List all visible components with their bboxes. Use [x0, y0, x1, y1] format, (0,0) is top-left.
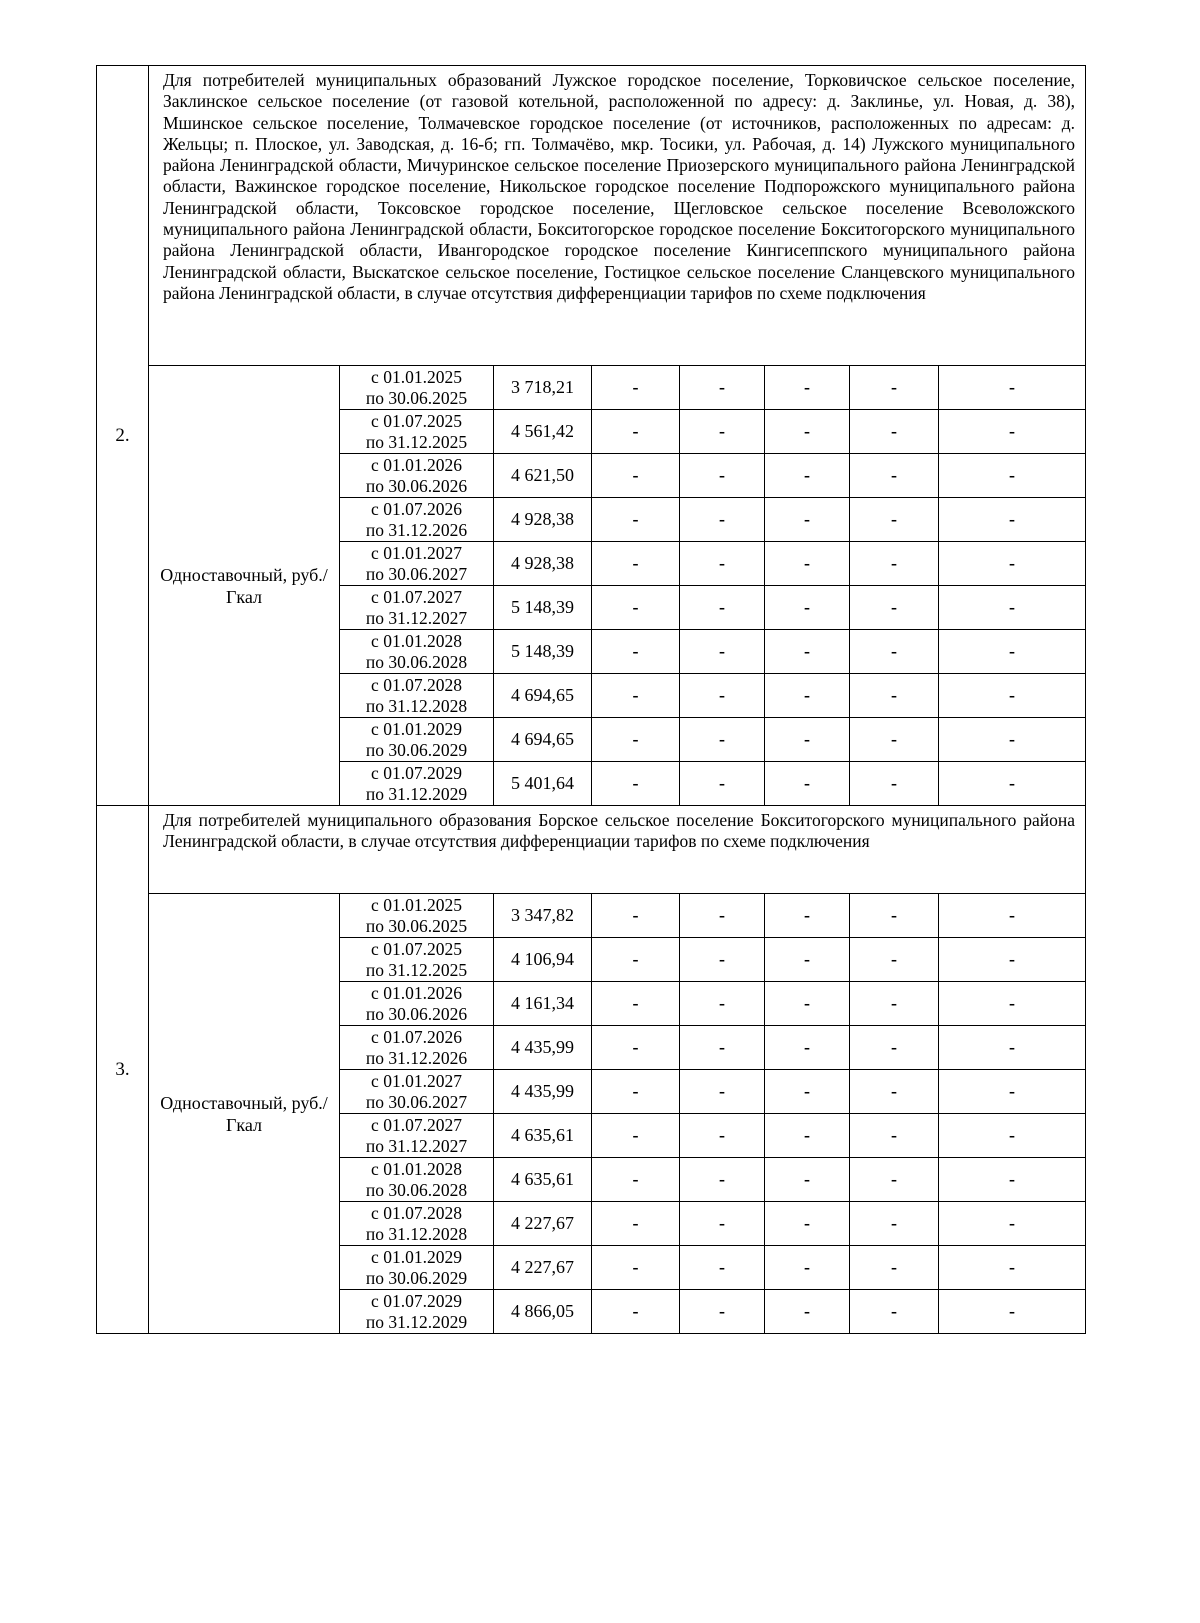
tariff-value: 4 561,42: [494, 410, 592, 454]
period-to: по 31.12.2029: [365, 1311, 468, 1332]
empty-value-dash: -: [939, 1114, 1086, 1158]
section-number: 2.: [97, 66, 149, 806]
period-cell: [340, 894, 494, 938]
empty-value-dash: -: [939, 938, 1086, 982]
period-cell: [340, 410, 494, 454]
empty-value-dash: -: [939, 718, 1086, 762]
empty-value-dash: -: [939, 894, 1086, 938]
empty-value-dash: -: [592, 982, 680, 1026]
period-from: с 01.01.2027: [371, 542, 462, 563]
period-cell: [340, 1290, 494, 1334]
tariff-value: 4 694,65: [494, 674, 592, 718]
period-to: по 31.12.2025: [365, 959, 468, 980]
empty-value-dash: -: [765, 630, 850, 674]
empty-value-dash: -: [592, 1070, 680, 1114]
empty-value-dash: -: [850, 1114, 939, 1158]
empty-value-dash: -: [680, 542, 765, 586]
empty-value-dash: -: [765, 982, 850, 1026]
empty-value-dash: -: [680, 630, 765, 674]
tariff-value: 4 106,94: [494, 938, 592, 982]
period-to: по 31.12.2027: [365, 607, 468, 628]
section-description: Для потребителей муниципальных образований Лужское городское поселение, Торковичское сельское поселение, Заклинское сельское поселение (от газовой котельной, расположенной по адресу: д. Заклинье, ул. Новая, д. 38), Мшинское сельское поселение, Толмачевское городское поселение (от источников, расположенных по адресам: д. Жельцы; п. Плоское, ул. Заводская, д. 16-б; гп. Толмачёво, мкр. Тосики, ул. Рабочая, д. 14) Лужского муниципального района Ленинградской области, Мичуринское сельское поселение Приозерского муниципального района Ленинградской области, Важинское городское поселение, Никольское городское поселение Подпорожского муниципального района Ленинградской области, Токсовское городское поселение, Щегловское сельское поселение Всеволожского муниципального района Ленинградской области, Бокситогорское городское поселение Бокситогорского муниципального района Ленинградской области, Ивангородское городское поселение Кингисеппского муниципального района Ленинградской области, Выскатское сельское поселение, Гостицкое сельское поселение Сланцевского муниципального района Ленинградской области, в случае отсутствия дифференциации тарифов по схеме подключения: [149, 66, 1086, 366]
period-to: по 30.06.2028: [365, 1179, 468, 1200]
empty-value-dash: -: [592, 366, 680, 410]
empty-value-dash: -: [765, 674, 850, 718]
tariff-value: 4 866,05: [494, 1290, 592, 1334]
rate-type: Одноставочный, руб./Гкал: [149, 366, 340, 806]
period-cell: [340, 586, 494, 630]
empty-value-dash: -: [592, 1202, 680, 1246]
empty-value-dash: -: [765, 938, 850, 982]
tariff-value: 4 694,65: [494, 718, 592, 762]
empty-value-dash: -: [592, 630, 680, 674]
tariff-value: 5 148,39: [494, 586, 592, 630]
empty-value-dash: -: [939, 410, 1086, 454]
empty-value-dash: -: [680, 498, 765, 542]
period-from: с 01.07.2029: [371, 762, 462, 783]
period-to: по 31.12.2028: [365, 695, 468, 716]
period-cell: [340, 542, 494, 586]
empty-value-dash: -: [765, 366, 850, 410]
empty-value-dash: -: [850, 762, 939, 806]
table-row: [97, 894, 1086, 938]
period-from: с 01.07.2026: [371, 498, 462, 519]
period-from: с 01.07.2025: [371, 938, 462, 959]
section-number: 3.: [97, 806, 149, 1334]
period-from: с 01.07.2027: [371, 586, 462, 607]
empty-value-dash: -: [765, 894, 850, 938]
empty-value-dash: -: [939, 1290, 1086, 1334]
period-from: с 01.01.2025: [371, 894, 462, 915]
period-to: по 30.06.2029: [365, 1267, 468, 1288]
period-from: с 01.01.2028: [371, 630, 462, 651]
period-to: по 31.12.2028: [365, 1223, 468, 1244]
empty-value-dash: -: [680, 1070, 765, 1114]
period-cell: [340, 982, 494, 1026]
empty-value-dash: -: [680, 674, 765, 718]
empty-value-dash: -: [765, 1026, 850, 1070]
empty-value-dash: -: [765, 1070, 850, 1114]
period-cell: [340, 1114, 494, 1158]
period-cell: [340, 1246, 494, 1290]
empty-value-dash: -: [592, 674, 680, 718]
period-cell: [340, 498, 494, 542]
period-from: с 01.07.2027: [371, 1114, 462, 1135]
table-row: [97, 366, 1086, 410]
empty-value-dash: -: [850, 718, 939, 762]
empty-value-dash: -: [592, 1246, 680, 1290]
empty-value-dash: -: [850, 1158, 939, 1202]
period-cell: [340, 630, 494, 674]
empty-value-dash: -: [939, 454, 1086, 498]
period-to: по 31.12.2026: [365, 1047, 468, 1068]
empty-value-dash: -: [850, 1202, 939, 1246]
period-cell: [340, 674, 494, 718]
period-to: по 31.12.2026: [365, 519, 468, 540]
empty-value-dash: -: [850, 1026, 939, 1070]
tariff-value: 4 227,67: [494, 1202, 592, 1246]
empty-value-dash: -: [592, 762, 680, 806]
tariff-value: 3 347,82: [494, 894, 592, 938]
tariff-value: 4 435,99: [494, 1026, 592, 1070]
empty-value-dash: -: [850, 410, 939, 454]
period-to: по 30.06.2027: [365, 563, 468, 584]
empty-value-dash: -: [680, 1202, 765, 1246]
empty-value-dash: -: [850, 894, 939, 938]
empty-value-dash: -: [850, 1246, 939, 1290]
period-to: по 31.12.2025: [365, 431, 468, 452]
empty-value-dash: -: [592, 454, 680, 498]
empty-value-dash: -: [939, 1158, 1086, 1202]
tariff-value: 5 148,39: [494, 630, 592, 674]
tariff-value: 5 401,64: [494, 762, 592, 806]
period-from: с 01.01.2029: [371, 1246, 462, 1267]
empty-value-dash: -: [765, 1158, 850, 1202]
period-to: по 30.06.2027: [365, 1091, 468, 1112]
empty-value-dash: -: [850, 1290, 939, 1334]
period-cell: [340, 1202, 494, 1246]
tariff-value: 4 227,67: [494, 1246, 592, 1290]
empty-value-dash: -: [850, 938, 939, 982]
empty-value-dash: -: [680, 586, 765, 630]
empty-value-dash: -: [680, 410, 765, 454]
period-to: по 30.06.2029: [365, 739, 468, 760]
empty-value-dash: -: [765, 762, 850, 806]
empty-value-dash: -: [850, 586, 939, 630]
period-from: с 01.01.2029: [371, 718, 462, 739]
empty-value-dash: -: [680, 762, 765, 806]
empty-value-dash: -: [592, 1290, 680, 1334]
tariff-value: 4 635,61: [494, 1114, 592, 1158]
empty-value-dash: -: [765, 1202, 850, 1246]
empty-value-dash: -: [939, 498, 1086, 542]
period-cell: [340, 718, 494, 762]
period-to: по 31.12.2029: [365, 783, 468, 804]
empty-value-dash: -: [592, 1026, 680, 1070]
empty-value-dash: -: [850, 498, 939, 542]
empty-value-dash: -: [592, 542, 680, 586]
period-from: с 01.07.2025: [371, 410, 462, 431]
empty-value-dash: -: [680, 1290, 765, 1334]
tariff-table-body: [97, 66, 1086, 1334]
period-from: с 01.01.2026: [371, 982, 462, 1003]
empty-value-dash: -: [765, 586, 850, 630]
tariff-value: 3 718,21: [494, 366, 592, 410]
empty-value-dash: -: [939, 630, 1086, 674]
period-from: с 01.01.2028: [371, 1158, 462, 1179]
period-from: с 01.01.2026: [371, 454, 462, 475]
empty-value-dash: -: [765, 718, 850, 762]
empty-value-dash: -: [592, 586, 680, 630]
tariff-table: [96, 65, 1086, 1334]
period-cell: [340, 454, 494, 498]
tariff-value: 4 635,61: [494, 1158, 592, 1202]
empty-value-dash: -: [680, 1026, 765, 1070]
section-description-row: [97, 66, 1086, 366]
empty-value-dash: -: [939, 586, 1086, 630]
period-cell: [340, 762, 494, 806]
tariff-value: 4 621,50: [494, 454, 592, 498]
period-to: по 30.06.2025: [365, 387, 468, 408]
period-to: по 30.06.2026: [365, 1003, 468, 1024]
period-to: по 30.06.2025: [365, 915, 468, 936]
empty-value-dash: -: [680, 366, 765, 410]
empty-value-dash: -: [765, 498, 850, 542]
period-from: с 01.01.2027: [371, 1070, 462, 1091]
empty-value-dash: -: [680, 1114, 765, 1158]
empty-value-dash: -: [939, 762, 1086, 806]
empty-value-dash: -: [680, 1158, 765, 1202]
empty-value-dash: -: [765, 1290, 850, 1334]
empty-value-dash: -: [939, 1202, 1086, 1246]
empty-value-dash: -: [765, 1246, 850, 1290]
empty-value-dash: -: [765, 454, 850, 498]
empty-value-dash: -: [939, 982, 1086, 1026]
empty-value-dash: -: [765, 410, 850, 454]
tariff-value: 4 928,38: [494, 498, 592, 542]
empty-value-dash: -: [765, 1114, 850, 1158]
period-from: с 01.07.2029: [371, 1290, 462, 1311]
period-from: с 01.01.2025: [371, 366, 462, 387]
period-cell: [340, 1158, 494, 1202]
empty-value-dash: -: [939, 1246, 1086, 1290]
tariff-value: 4 161,34: [494, 982, 592, 1026]
period-cell: [340, 1070, 494, 1114]
tariff-value: 4 928,38: [494, 542, 592, 586]
empty-value-dash: -: [592, 938, 680, 982]
section-description: Для потребителей муниципального образования Борское сельское поселение Бокситогорского муниципального района Ленинградской области, в случае отсутствия дифференциации тарифов по схеме подключения: [149, 806, 1086, 894]
period-cell: [340, 366, 494, 410]
tariff-value: 4 435,99: [494, 1070, 592, 1114]
empty-value-dash: -: [592, 410, 680, 454]
empty-value-dash: -: [850, 630, 939, 674]
empty-value-dash: -: [680, 894, 765, 938]
empty-value-dash: -: [592, 894, 680, 938]
empty-value-dash: -: [680, 938, 765, 982]
empty-value-dash: -: [592, 1158, 680, 1202]
empty-value-dash: -: [850, 366, 939, 410]
rate-type: Одноставочный, руб./Гкал: [149, 894, 340, 1334]
empty-value-dash: -: [850, 674, 939, 718]
period-from: с 01.07.2026: [371, 1026, 462, 1047]
empty-value-dash: -: [592, 1114, 680, 1158]
empty-value-dash: -: [850, 542, 939, 586]
empty-value-dash: -: [939, 366, 1086, 410]
empty-value-dash: -: [680, 454, 765, 498]
empty-value-dash: -: [680, 1246, 765, 1290]
empty-value-dash: -: [765, 542, 850, 586]
empty-value-dash: -: [850, 454, 939, 498]
empty-value-dash: -: [850, 982, 939, 1026]
empty-value-dash: -: [680, 982, 765, 1026]
period-from: с 01.07.2028: [371, 674, 462, 695]
empty-value-dash: -: [939, 1070, 1086, 1114]
empty-value-dash: -: [680, 718, 765, 762]
period-to: по 30.06.2026: [365, 475, 468, 496]
empty-value-dash: -: [592, 498, 680, 542]
period-cell: [340, 1026, 494, 1070]
period-from: с 01.07.2028: [371, 1202, 462, 1223]
period-to: по 31.12.2027: [365, 1135, 468, 1156]
section-description-row: [97, 806, 1086, 894]
period-to: по 30.06.2028: [365, 651, 468, 672]
empty-value-dash: -: [850, 1070, 939, 1114]
empty-value-dash: -: [939, 1026, 1086, 1070]
empty-value-dash: -: [939, 542, 1086, 586]
period-cell: [340, 938, 494, 982]
empty-value-dash: -: [592, 718, 680, 762]
empty-value-dash: -: [939, 674, 1086, 718]
